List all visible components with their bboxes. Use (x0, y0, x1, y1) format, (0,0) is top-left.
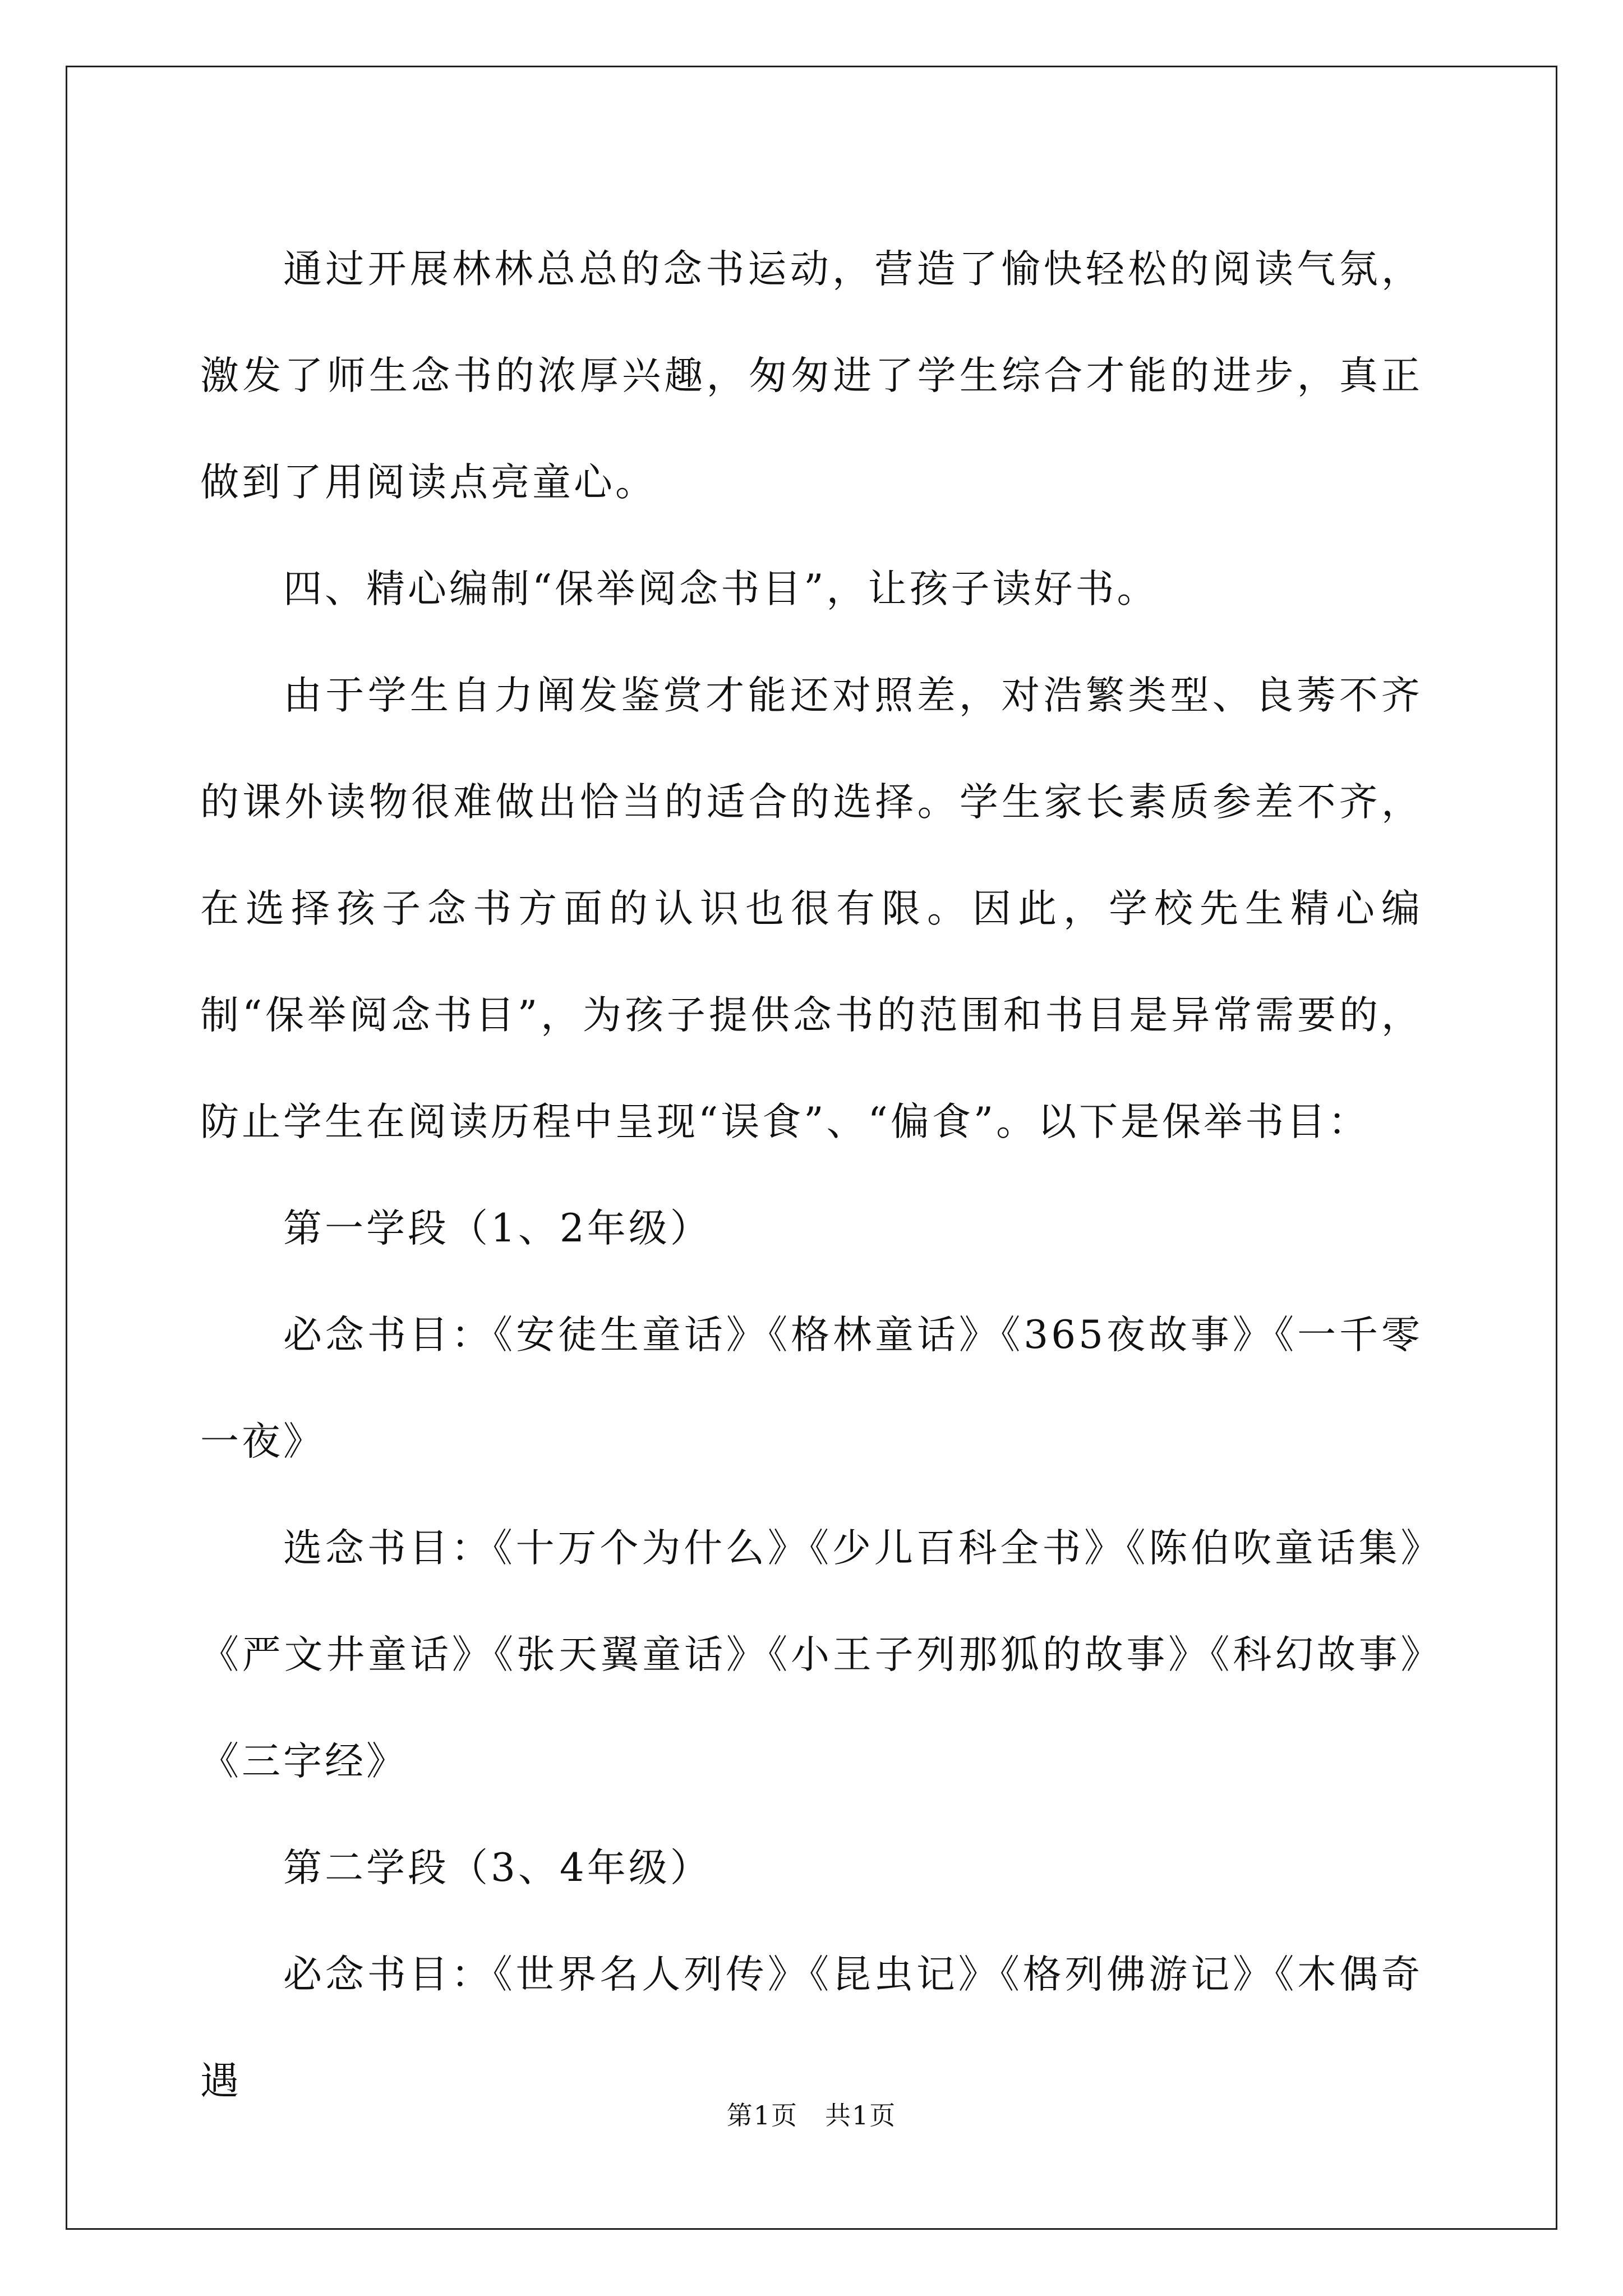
page-number-current: 第1页 (726, 2100, 798, 2131)
stage-1-required-books: 必念书目：《安徒生童话》《格林童话》《365夜故事》《一千零一夜》 (200, 1313, 1423, 1464)
page-number-total: 共1页 (825, 2100, 897, 2131)
stage-1-heading: 第一学段（1、2年级） (283, 1206, 712, 1251)
stage-2-heading: 第二学段（3、4年级） (283, 1846, 712, 1890)
section-heading-4: 四、精心编制“保举阅念书目”，让孩子读好书。 (283, 567, 1159, 611)
paragraph-rationale: 由于学生自力阐发鉴赏才能还对照差，对浩繁类型、良莠不齐的课外读物很难做出恰当的适合的选择。学生家长素质参差不齐，在选择孩子念书方面的认识也很有限。因此，学校先生精心编制“保举阅念书目”，为孩子提供念书的范围和书目是异常需要的，防止学生在阅读历程中呈现“误食”、“偏食”。以下是保举书目： (200, 673, 1423, 1144)
document-body (200, 216, 1423, 2134)
page-footer (0, 2095, 1623, 2132)
paragraph-summary: 通过开展林林总总的念书运动，营造了愉快轻松的阅读气氛，激发了师生念书的浓厚兴趣，匆匆进了学生综合才能的进步，真正做到了用阅读点亮童心。 (200, 247, 1423, 505)
stage-2-required-books: 必念书目：《世界名人列传》《昆虫记》《格列佛游记》《木偶奇遇 (200, 1952, 1423, 2104)
stage-1-optional-books: 选念书目：《十万个为什么》《少儿百科全书》《陈伯吹童话集》《严文井童话》《张天翼童话》《小王子列那狐的故事》《科幻故事》《三字经》 (200, 1526, 1423, 1784)
